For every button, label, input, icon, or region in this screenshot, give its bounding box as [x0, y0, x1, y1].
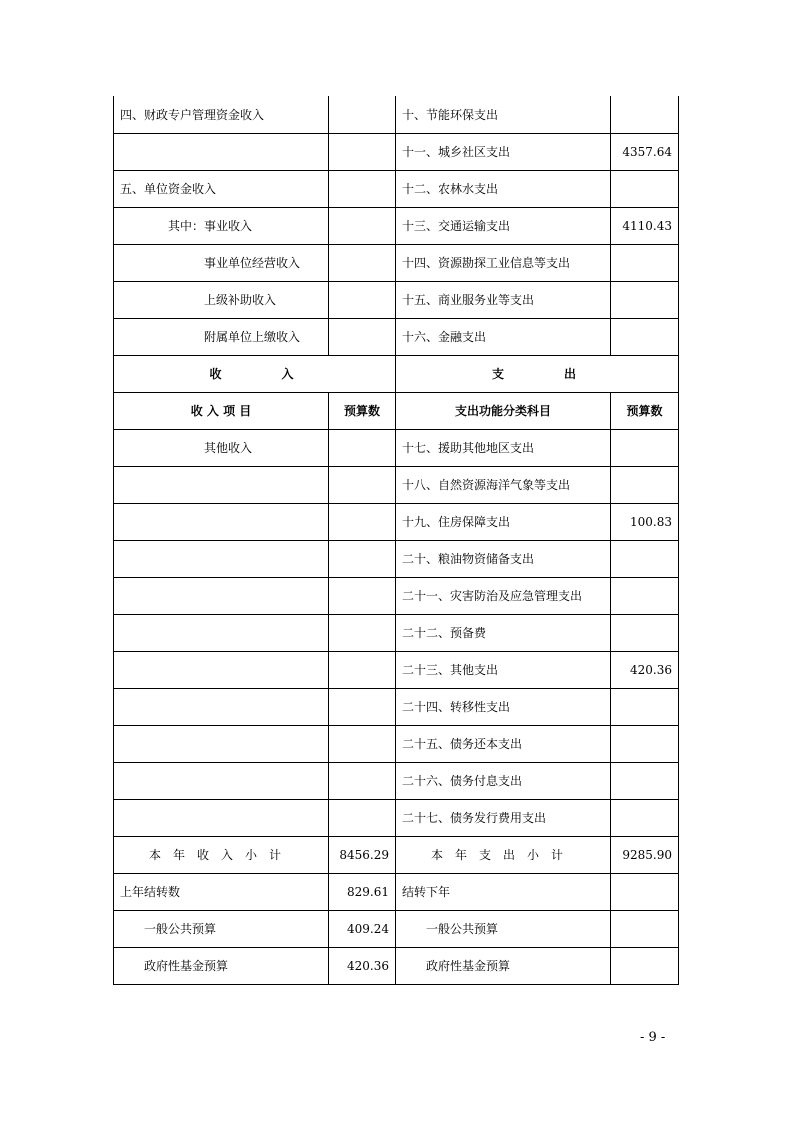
page-number: - 9 - [640, 1030, 666, 1045]
expense-item: 二十四、转移性支出 [396, 688, 611, 725]
expense-amount: 420.36 [611, 651, 679, 688]
expense-budget-header: 预算数 [611, 392, 679, 429]
table-row [114, 503, 679, 540]
table-row [114, 540, 679, 577]
income-item-header: 收 入 项 目 [114, 392, 329, 429]
income-item [114, 577, 329, 614]
table-row [114, 577, 679, 614]
income-item: 其他收入 [114, 429, 329, 466]
expense-amount [611, 614, 679, 651]
carry-in-item: 上年结转数 [114, 873, 329, 910]
expense-amount [611, 429, 679, 466]
expense-amount [611, 799, 679, 836]
carry-out-item: 政府性基金预算 [396, 947, 611, 984]
income-amount [329, 429, 396, 466]
expense-amount [611, 725, 679, 762]
expense-item: 二十二、预备费 [396, 614, 611, 651]
income-item [114, 762, 329, 799]
expense-item: 二十六、债务付息支出 [396, 762, 611, 799]
expense-item: 十八、自然资源海洋气象等支出 [396, 466, 611, 503]
expense-item: 十六、金融支出 [396, 318, 611, 355]
carry-in-amount: 420.36 [329, 947, 396, 984]
expense-amount [611, 281, 679, 318]
table-row [114, 614, 679, 651]
income-amount [329, 281, 396, 318]
table-row [114, 466, 679, 503]
carry-in-amount: 829.61 [329, 873, 396, 910]
table-row [114, 281, 679, 318]
carry-in-amount: 409.24 [329, 910, 396, 947]
expense-item: 十九、住房保障支出 [396, 503, 611, 540]
expense-item: 二十七、债务发行费用支出 [396, 799, 611, 836]
expense-amount [611, 318, 679, 355]
income-item [114, 688, 329, 725]
expense-subtotal-label: 本年支出小计 [396, 836, 611, 873]
expense-amount [611, 466, 679, 503]
table-row [114, 96, 679, 133]
expense-amount: 100.83 [611, 503, 679, 540]
expense-item: 十三、交通运输支出 [396, 207, 611, 244]
income-subtotal-label: 本年收入小计 [114, 836, 329, 873]
table-row [114, 799, 679, 836]
income-amount [329, 318, 396, 355]
income-item [114, 503, 329, 540]
income-amount [329, 244, 396, 281]
income-amount [329, 466, 396, 503]
table-row [114, 244, 679, 281]
expense-amount [611, 688, 679, 725]
income-amount [329, 170, 396, 207]
carry-row [114, 947, 679, 984]
table-row [114, 762, 679, 799]
expense-amount: 4357.64 [611, 133, 679, 170]
expense-item: 十四、资源勘探工业信息等支出 [396, 244, 611, 281]
income-item: 上级补助收入 [114, 281, 329, 318]
income-item [114, 466, 329, 503]
income-item [114, 725, 329, 762]
carry-row [114, 873, 679, 910]
income-amount [329, 614, 396, 651]
income-amount [329, 503, 396, 540]
carry-out-item: 一般公共预算 [396, 910, 611, 947]
expense-item: 二十一、灾害防治及应急管理支出 [396, 577, 611, 614]
expense-item: 十五、商业服务业等支出 [396, 281, 611, 318]
income-section-header: 收 入 [114, 355, 396, 392]
income-item [114, 651, 329, 688]
expense-amount [611, 762, 679, 799]
expense-item: 二十、粮油物资储备支出 [396, 540, 611, 577]
income-item [114, 614, 329, 651]
income-amount [329, 688, 396, 725]
carry-in-item: 一般公共预算 [114, 910, 329, 947]
expense-amount [611, 577, 679, 614]
table-row [114, 207, 679, 244]
income-amount [329, 96, 396, 133]
income-amount [329, 133, 396, 170]
subtotal-row [114, 836, 679, 873]
expense-amount [611, 244, 679, 281]
income-item: 其中：事业收入 [114, 207, 329, 244]
income-subtotal-amount: 8456.29 [329, 836, 396, 873]
income-item [114, 133, 329, 170]
expense-item: 二十三、其他支出 [396, 651, 611, 688]
expense-amount [611, 540, 679, 577]
column-header-row [114, 392, 679, 429]
income-amount [329, 651, 396, 688]
table-row [114, 318, 679, 355]
carry-out-amount [611, 910, 679, 947]
carry-out-amount [611, 947, 679, 984]
expense-item: 十一、城乡社区支出 [396, 133, 611, 170]
expense-section-header: 支 出 [396, 355, 679, 392]
expense-amount: 4110.43 [611, 207, 679, 244]
expense-item: 十、节能环保支出 [396, 96, 611, 133]
table-row [114, 651, 679, 688]
income-item [114, 799, 329, 836]
table-row [114, 133, 679, 170]
expense-item: 十七、援助其他地区支出 [396, 429, 611, 466]
income-item: 附属单位上缴收入 [114, 318, 329, 355]
table-row [114, 725, 679, 762]
table-row [114, 429, 679, 466]
expense-subtotal-amount: 9285.90 [611, 836, 679, 873]
income-item: 四、财政专户管理资金收入 [114, 96, 329, 133]
expense-item: 十二、农林水支出 [396, 170, 611, 207]
expense-amount [611, 96, 679, 133]
expense-amount [611, 170, 679, 207]
carry-in-item: 政府性基金预算 [114, 947, 329, 984]
expense-item-header: 支出功能分类科目 [396, 392, 611, 429]
section-header-row [114, 355, 679, 392]
income-amount [329, 540, 396, 577]
table-row [114, 170, 679, 207]
carry-row [114, 910, 679, 947]
income-amount [329, 725, 396, 762]
expense-item: 二十五、债务还本支出 [396, 725, 611, 762]
carry-out-item: 结转下年 [396, 873, 611, 910]
budget-table [113, 96, 679, 985]
table-row [114, 688, 679, 725]
income-item [114, 540, 329, 577]
carry-out-amount [611, 873, 679, 910]
income-amount [329, 577, 396, 614]
income-amount [329, 799, 396, 836]
income-amount [329, 762, 396, 799]
income-amount [329, 207, 396, 244]
income-item: 五、单位资金收入 [114, 170, 329, 207]
income-budget-header: 预算数 [329, 392, 396, 429]
income-item: 事业单位经营收入 [114, 244, 329, 281]
